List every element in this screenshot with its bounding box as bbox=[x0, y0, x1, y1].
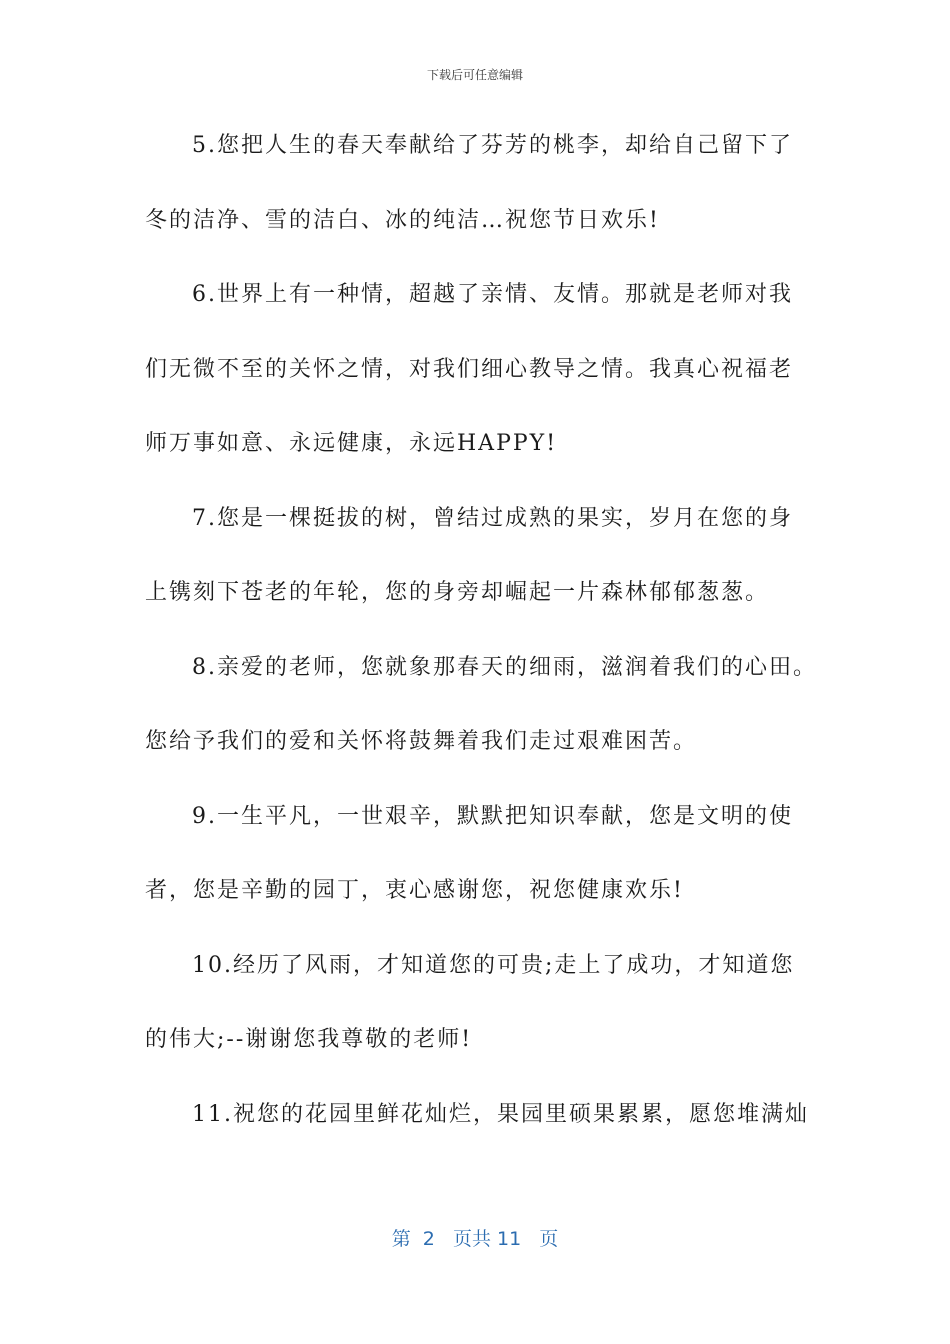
text-line: 们无微不至的关怀之情，对我们细心教导之情。我真心祝福老 bbox=[145, 356, 794, 382]
text-line: 7.您是一棵挺拔的树，曾结过成熟的果实，岁月在您的身 bbox=[192, 505, 793, 531]
text-line: 11.祝您的花园里鲜花灿烂，果园里硕果累累，愿您堆满灿 bbox=[192, 1101, 809, 1127]
text-line: 5.您把人生的春天奉献给了芬芳的桃李，却给自己留下了 bbox=[192, 133, 793, 158]
text-line: 10.经历了风雨，才知道您的可贵;走上了成功，才知道您 bbox=[192, 952, 795, 978]
text-line: 上镌刻下苍老的年轮，您的身旁却崛起一片森林郁郁葱葱。 bbox=[145, 580, 770, 605]
text-line: 您给予我们的爱和关怀将鼓舞着我们走过艰难困苦。 bbox=[145, 729, 698, 754]
text-line: 冬的洁净、雪的洁白、冰的纯洁…祝您节日欢乐! bbox=[145, 207, 660, 233]
text-line: 者，您是辛勤的园丁，衷心感谢您，祝您健康欢乐! bbox=[145, 878, 684, 903]
page-number-footer: 第 2 页共 11 页 bbox=[391, 1228, 559, 1250]
body-text bbox=[145, 122, 817, 1165]
text-line: 9.一生平凡，一世艰辛，默默把知识奉献，您是文明的使 bbox=[192, 803, 793, 829]
text-line: 师万事如意、永远健康，永远HAPPY! bbox=[145, 431, 558, 456]
header-note: 下载后可任意编辑 bbox=[426, 68, 523, 82]
text-line: 8.亲爱的老师，您就象那春天的细雨，滋润着我们的心田。 bbox=[192, 654, 817, 680]
text-line: 6.世界上有一种情，超越了亲情、友情。那就是老师对我 bbox=[192, 282, 793, 307]
text-line: 的伟大;--谢谢您我尊敬的老师! bbox=[145, 1027, 473, 1052]
